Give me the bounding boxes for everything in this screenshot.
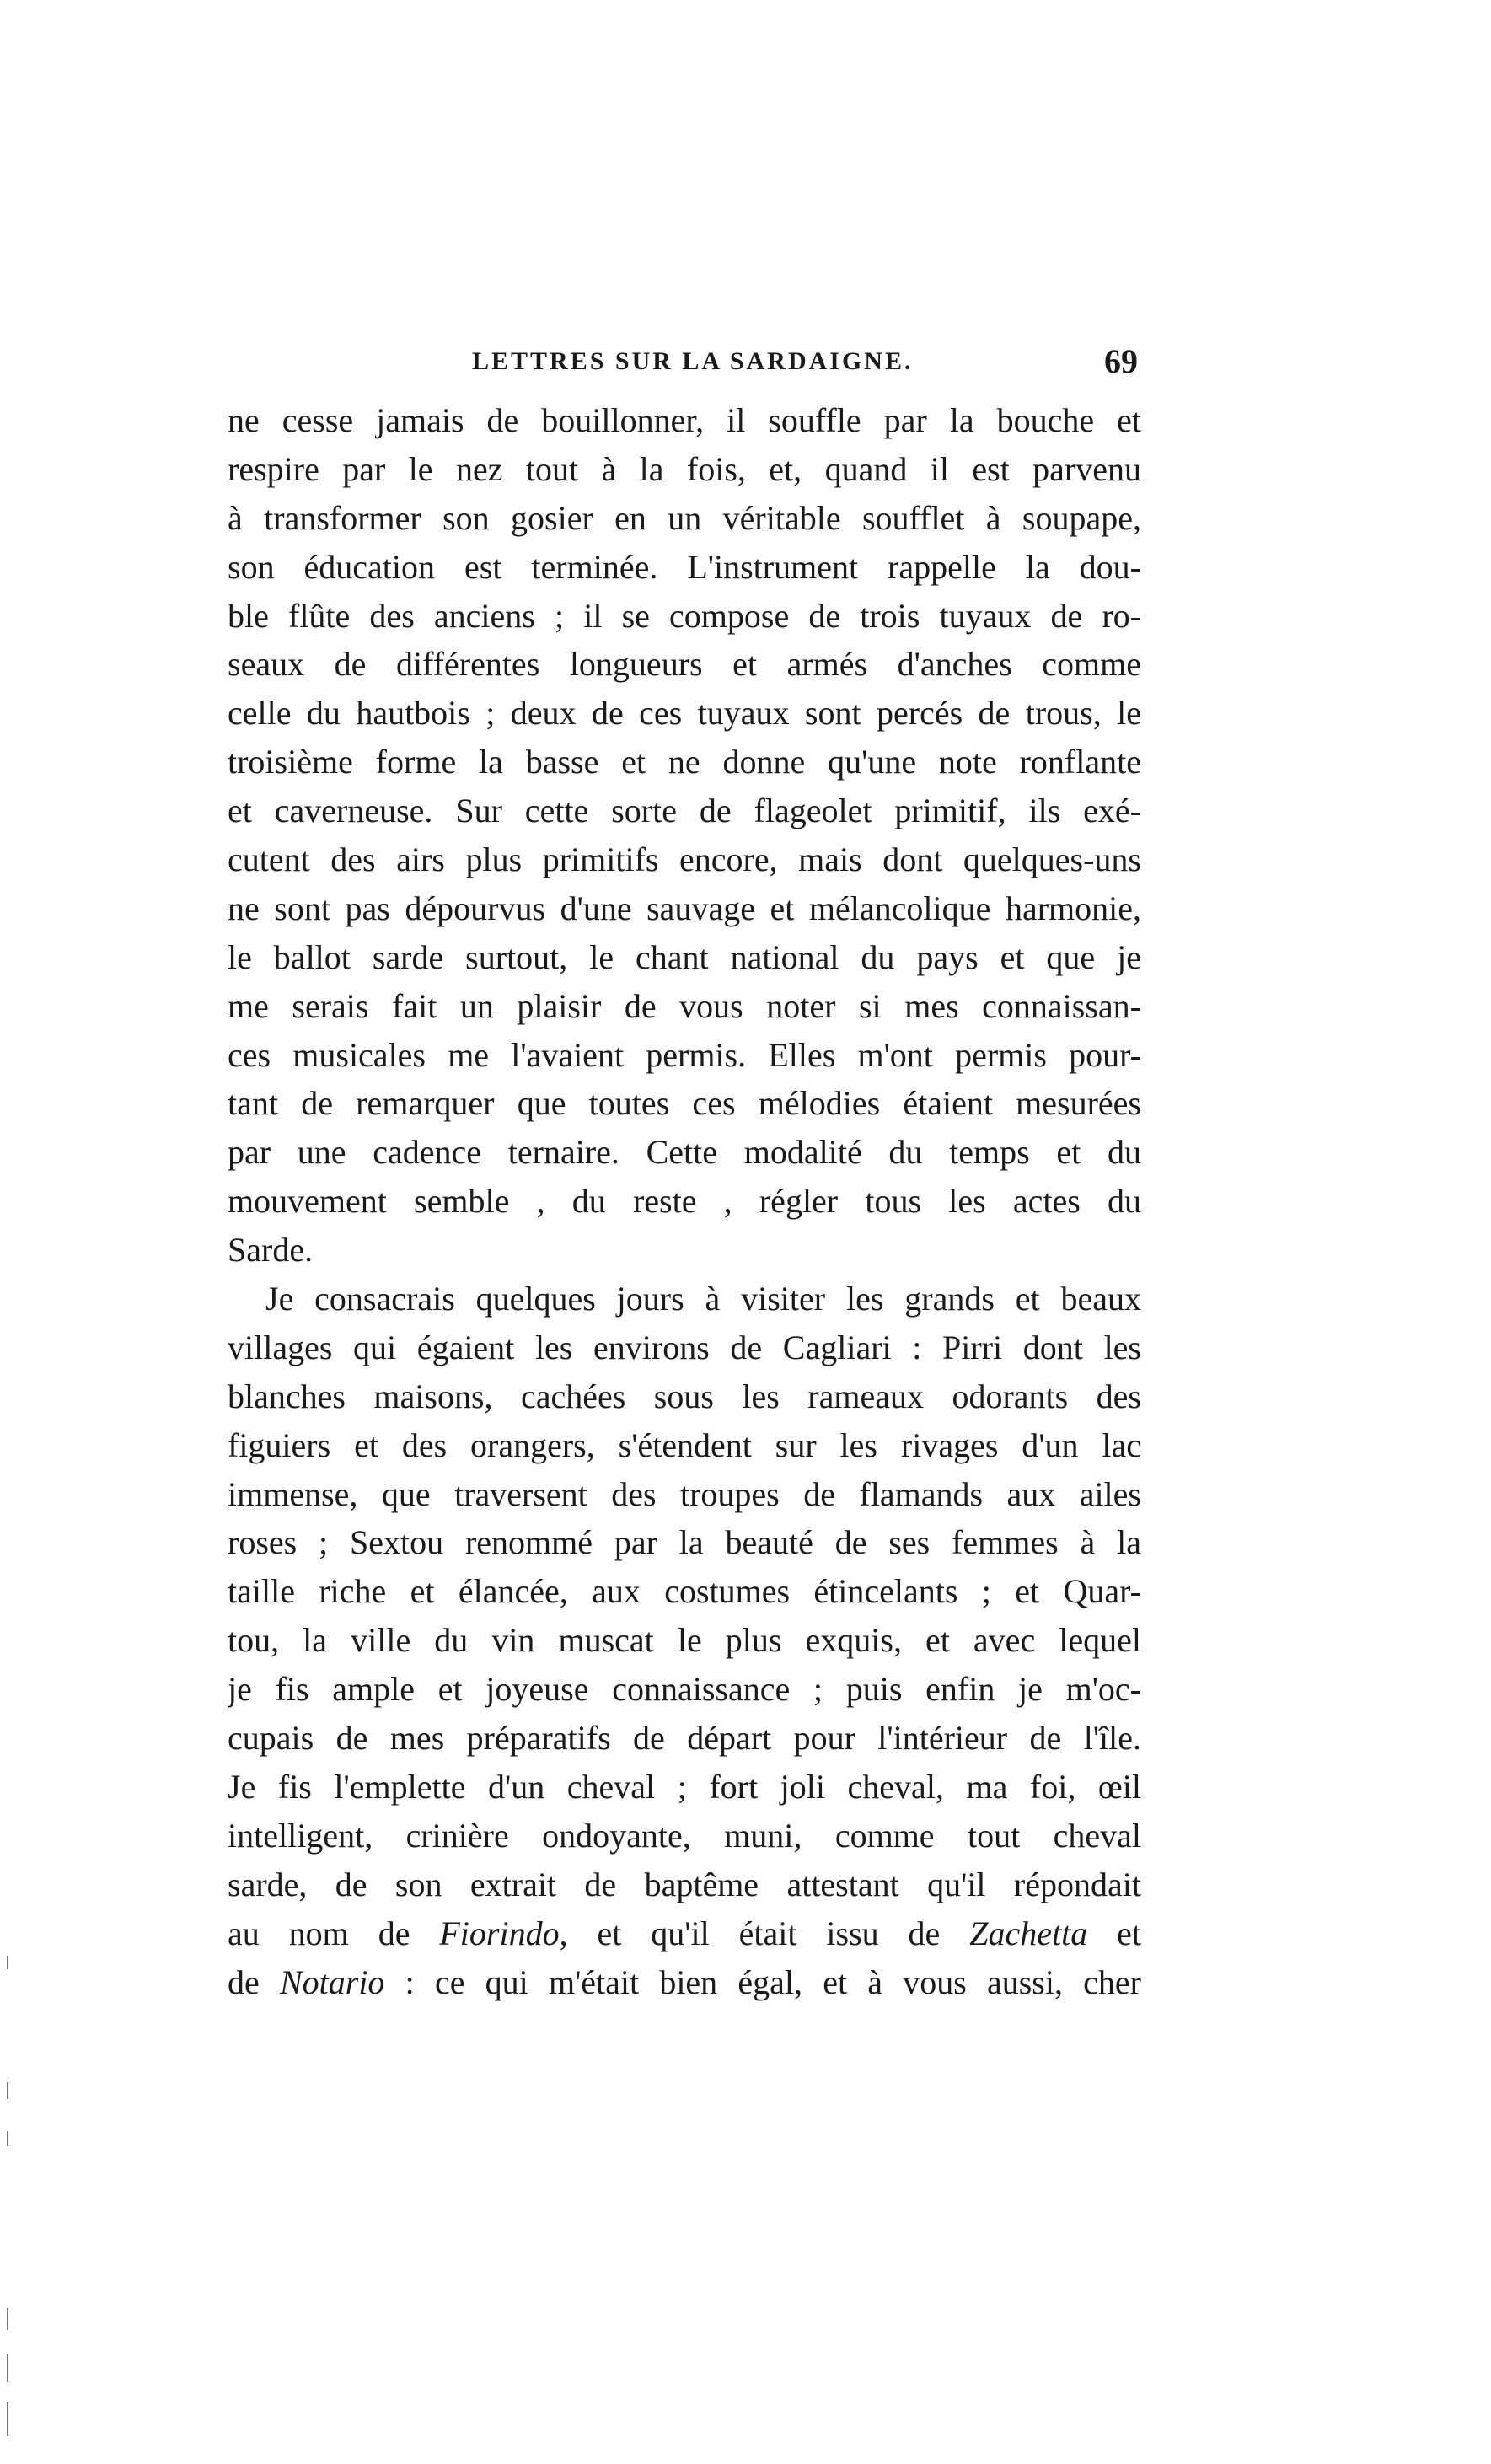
text-line: ne sont pas dépourvus d'une sauvage et mélancolique harmonie, [228, 888, 1141, 927]
scan-edge-mark [7, 2308, 8, 2330]
italic-name-notario: Notario [279, 1962, 385, 2001]
text-line: tant de remarquer que toutes ces mélodies étaient mesurées [228, 1084, 1141, 1123]
body-text [228, 396, 1141, 2006]
text-run: et [1087, 1914, 1141, 1952]
scan-edge-mark [7, 2131, 8, 2146]
scan-edge-mark [7, 1956, 8, 1969]
text-line [228, 1909, 1141, 1958]
text-line: villages qui égaient les environs de Cagliari : Pirri dont les [228, 1328, 1141, 1366]
scan-edge-mark [7, 2082, 8, 2099]
text-line: taille riche et élancée, aux costumes étincelants ; et Quar- [228, 1572, 1141, 1611]
text-run: , et qu'il était issu de [559, 1914, 970, 1952]
text-line: me serais fait un plaisir de vous noter si mes connaissan- [228, 986, 1141, 1025]
text-run: au nom de [228, 1914, 440, 1952]
text-line: intelligent, crinière ondoyante, muni, comme tout cheval [228, 1816, 1141, 1855]
text-line: troisième forme la basse et ne donne qu'une note ronflante [228, 743, 1141, 781]
text-line: cupais de mes préparatifs de départ pour l'intérieur de l'île. [228, 1719, 1141, 1758]
text-line: Je consacrais quelques jours à visiter les grands et beaux [265, 1280, 1141, 1318]
text-line: ces musicales me l'avaient permis. Elles m'ont permis pour- [228, 1035, 1141, 1074]
scan-edge-mark [7, 2354, 8, 2382]
text-line: je fis ample et joyeuse connaissance ; puis enfin je m'oc- [228, 1670, 1141, 1709]
text-line: figuiers et des orangers, s'étendent sur les rivages d'un lac [228, 1425, 1141, 1464]
text-line: à transformer son gosier en un véritable soufflet à soupape, [228, 498, 1141, 537]
italic-name-zachetta: Zachetta [969, 1914, 1088, 1952]
page-number: 69 [1104, 342, 1138, 380]
text-line: et caverneuse. Sur cette sorte de flageolet primitif, ils exé- [228, 792, 1141, 830]
running-title: LETTRES SUR LA SARDAIGNE. [472, 347, 914, 375]
text-line: son éducation est terminée. L'instrument rappelle la dou- [228, 547, 1141, 586]
text-line: blanches maisons, cachées sous les rameaux odorants des [228, 1377, 1141, 1415]
text-line: Sarde. [228, 1231, 314, 1270]
text-line: celle du hautbois ; deux de ces tuyaux sont percés de trous, le [228, 694, 1141, 733]
italic-name-fiorindo: Fiorindo [439, 1914, 560, 1952]
text-run: : ce qui m'était bien égal, et à vous aussi, cher [384, 1962, 1141, 2001]
text-line: tou, la ville du vin muscat le plus exquis, et avec lequel [228, 1621, 1141, 1660]
text-line: roses ; Sextou renommé par la beauté de ses femmes à la [228, 1523, 1141, 1562]
text-line: sarde, de son extrait de baptême attestant qu'il répondait [228, 1865, 1141, 1903]
text-line: Je fis l'emplette d'un cheval ; fort joli cheval, ma foi, œil [228, 1767, 1141, 1806]
text-line: seaux de différentes longueurs et armés d'anches comme [228, 645, 1141, 684]
text-line [228, 1958, 1141, 2007]
text-line: cutent des airs plus primitifs encore, mais dont quelques-uns [228, 840, 1141, 879]
text-line: ne cesse jamais de bouillonner, il souffle par la bouche et [228, 401, 1141, 439]
text-line: par une cadence ternaire. Cette modalité du temps et du [228, 1133, 1141, 1172]
text-run: de [228, 1962, 280, 2001]
text-line: immense, que traversent des troupes de flamands aux ailes [228, 1474, 1141, 1513]
scan-edge-mark [7, 2402, 8, 2436]
text-line: mouvement semble , du reste , régler tous les actes du [228, 1182, 1141, 1221]
text-line: ble flûte des anciens ; il se compose de trois tuyaux de ro- [228, 596, 1141, 635]
text-line: respire par le nez tout à la fois, et, quand il est parvenu [228, 449, 1141, 488]
text-line: le ballot sarde surtout, le chant national du pays et que je [228, 937, 1141, 976]
